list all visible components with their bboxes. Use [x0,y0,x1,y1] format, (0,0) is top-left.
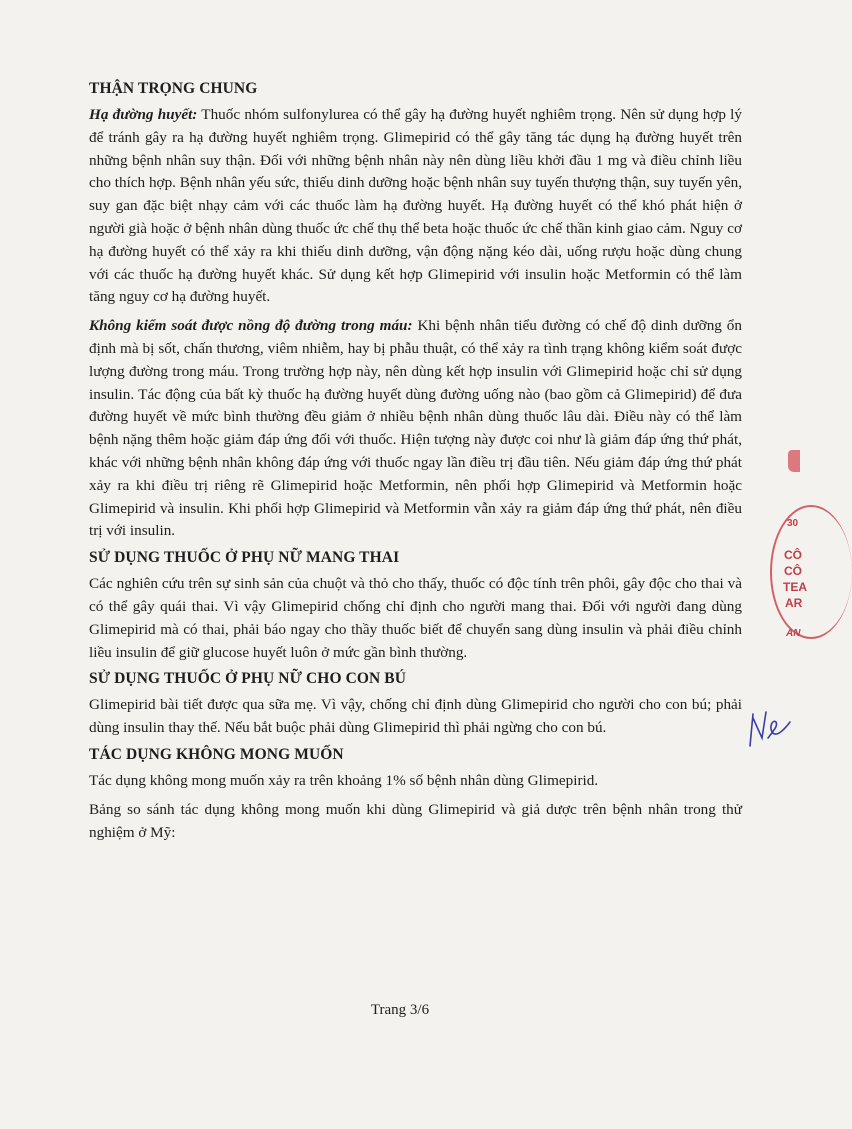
paragraph-text: Các nghiên cứu trên sự sinh sản của chuột và thỏ cho thấy, thuốc có độc tính trên phôi, gây độc cho thai và có thể gây quái thai. Vì vậy Glimepirid chống chỉ định cho người mang thai. Đối với người đang dùng Glimepirid mà có thai, phải báo ngay cho thầy thuốc biết để chuyển sang dùng insulin và phải điều chỉnh liều insulin để giữ glucose huyết luôn ở mức gần bình thường. [89,575,742,661]
red-ink-mark [788,450,800,472]
page-number: Trang 3/6 [370,1002,430,1018]
stamp-text: CÔ [784,564,802,578]
section-adverse-effects [89,746,742,844]
paragraph-lead: Hạ đường huyết: [89,106,198,123]
stamp-text: 30 [787,518,799,529]
section-general-precautions [89,80,742,543]
paragraph-text: Tác dụng không mong muốn xảy ra trên khoảng 1% số bệnh nhân dùng Glimepirid. [89,771,599,789]
stamp-text: TEA [783,580,807,594]
section-heading: SỬ DỤNG THUỐC Ở PHỤ NỮ CHO CON BÚ [89,670,407,688]
official-stamp [770,505,852,639]
handwritten-signature [746,708,792,750]
stamp-text: CÔ [784,548,802,562]
stamp-text: AN [786,628,801,639]
paragraph-text: Glimepirid bài tiết được qua sữa mẹ. Vì vậy, chống chỉ định dùng Glimepirid cho người cho con bú; phải dùng insulin thay thế. Nếu bắt buộc phải dùng Glimepirid thì phải ngừng cho con bú. [89,696,742,737]
section-breastfeeding [89,670,742,740]
section-heading: THẬN TRỌNG CHUNG [89,80,258,97]
stamp-text: AR [785,596,803,610]
paragraph-lead: Không kiểm soát được nồng độ đường trong máu: [89,317,413,335]
paragraph-text: Bảng so sánh tác dụng không mong muốn khi dùng Glimepirid và giả dược trên bệnh nhân trong thử nghiệm ở Mỹ: [89,800,742,841]
paragraph-glucose-control [89,315,742,543]
paragraph-text: Khi bệnh nhân tiểu đường có chế độ dinh dưỡng ổn định mà bị sốt, chấn thương, viêm nhiễm, hay bị phẫu thuật, có thể xảy ra tình trạng không kiểm soát được lượng đường trong máu. Trong trường hợp này, nên dùng kết hợp insulin với Glimepirid hoặc chỉ sử dụng insulin. Tác động của bất kỳ thuốc hạ đường huyết dùng đường uống nào (bao gồm cả Glimepirid) để đưa đường huyết về mức bình thường đều giảm ở nhiều bệnh nhân dùng thuốc lâu dài. Điều này có thể làm bệnh nặng thêm hoặc giảm đáp ứng đối với thuốc. Hiện tượng này được coi như là giảm đáp ứng thứ phát, khác với những bệnh nhân không đáp ứng với thuốc ngay lần điều trị đầu tiên. Nếu giảm đáp ứng thứ phát xảy ra khi điều trị riêng rẽ Glimepirid hoặc Metformin, nên phối hợp Glimepirid và Metformin hoặc Glimepirid và insulin. Khi phối hợp Glimepirid và Metformin vẫn xảy ra giảm đáp ứng thứ phát, nên điều trị với insulin. [89,317,742,540]
section-heading: SỬ DỤNG THUỐC Ở PHỤ NỮ MANG THAI [89,549,400,567]
section-pregnancy [89,549,742,664]
document-body [89,80,742,850]
paragraph-hypoglycemia [89,104,742,309]
section-heading: TÁC DỤNG KHÔNG MONG MUỐN [89,745,344,763]
paragraph-text: Thuốc nhóm sulfonylurea có thể gây hạ đường huyết nghiêm trọng. Nên sử dụng hợp lý để tránh gây ra hạ đường huyết nghiêm trọng. Glimepirid có thể gây tăng tác dụng hạ đường huyết trên những bệnh nhân suy thận. Đối với những bệnh nhân này nên dùng liều khởi đầu 1 mg và điều chỉnh liều cho thích hợp. Bệnh nhân yếu sức, thiếu dinh dưỡng hoặc bệnh nhân suy tuyến thượng thận, suy tuyến yên, suy gan đặc biệt nhạy cảm với các thuốc làm hạ đường huyết. Hạ đường huyết có thể khó phát hiện ở người già hoặc ở bệnh nhân dùng thuốc ức chế thụ thể beta hoặc thuốc ức chế thần kinh giao cảm. Nguy cơ hạ đường huyết có thể xảy ra khi thiếu dinh dưỡng, vận động nặng kéo dài, uống rượu hoặc dùng chung với các thuốc hạ đường huyết khác. Sử dụng kết hợp Glimepirid với insulin hoặc Metformin có thể làm tăng nguy cơ hạ đường huyết. [89,106,742,306]
